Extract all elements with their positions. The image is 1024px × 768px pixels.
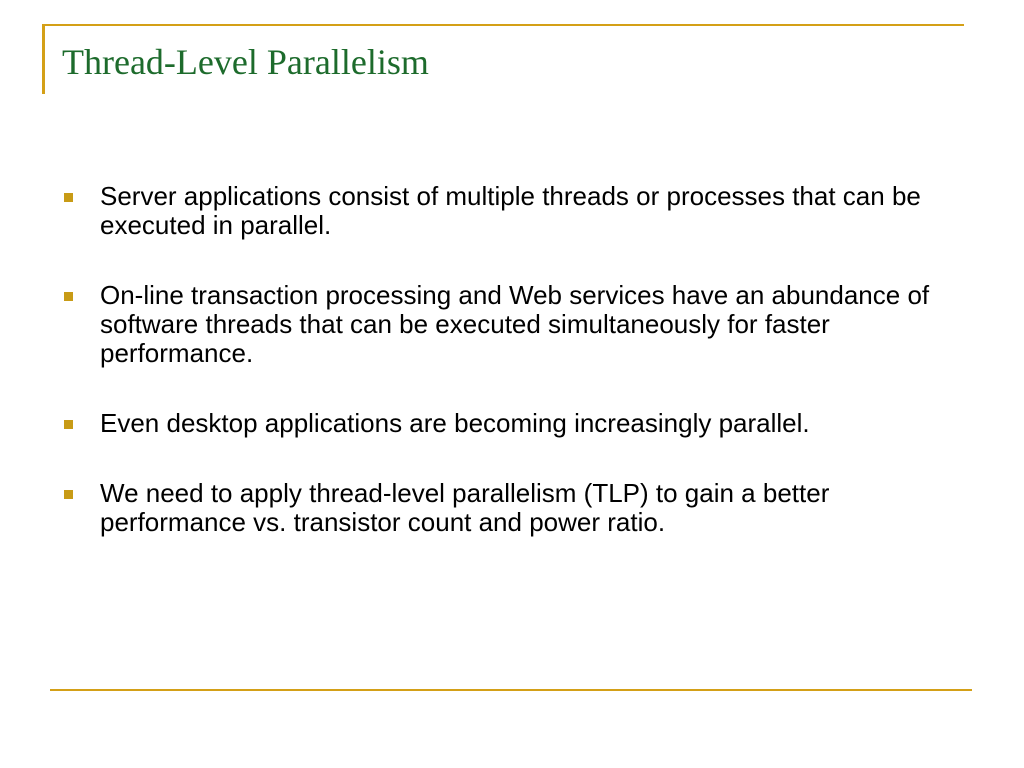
bullet-text: On-line transaction processing and Web services have an abundance of software threads that can be executed simultaneously for faster performance. xyxy=(100,280,930,368)
left-accent-line xyxy=(42,24,45,94)
square-bullet-icon xyxy=(64,420,73,429)
top-accent-line xyxy=(42,24,964,26)
slide-title: Thread-Level Parallelism xyxy=(62,42,429,82)
bullet-text: We need to apply thread-level parallelism (TLP) to gain a better performance vs. transistor count and power ratio. xyxy=(100,478,830,537)
square-bullet-icon xyxy=(64,292,73,301)
bullet-item xyxy=(64,409,964,438)
square-bullet-icon xyxy=(64,490,73,499)
bullet-text: Server applications consist of multiple threads or processes that can be executed in parallel. xyxy=(100,181,921,240)
bullet-item xyxy=(64,281,964,368)
bullet-text: Even desktop applications are becoming increasingly parallel. xyxy=(100,408,810,438)
bullet-list xyxy=(64,182,964,578)
bottom-accent-line xyxy=(50,689,972,691)
square-bullet-icon xyxy=(64,193,73,202)
bullet-item xyxy=(64,479,964,537)
bullet-item xyxy=(64,182,964,240)
